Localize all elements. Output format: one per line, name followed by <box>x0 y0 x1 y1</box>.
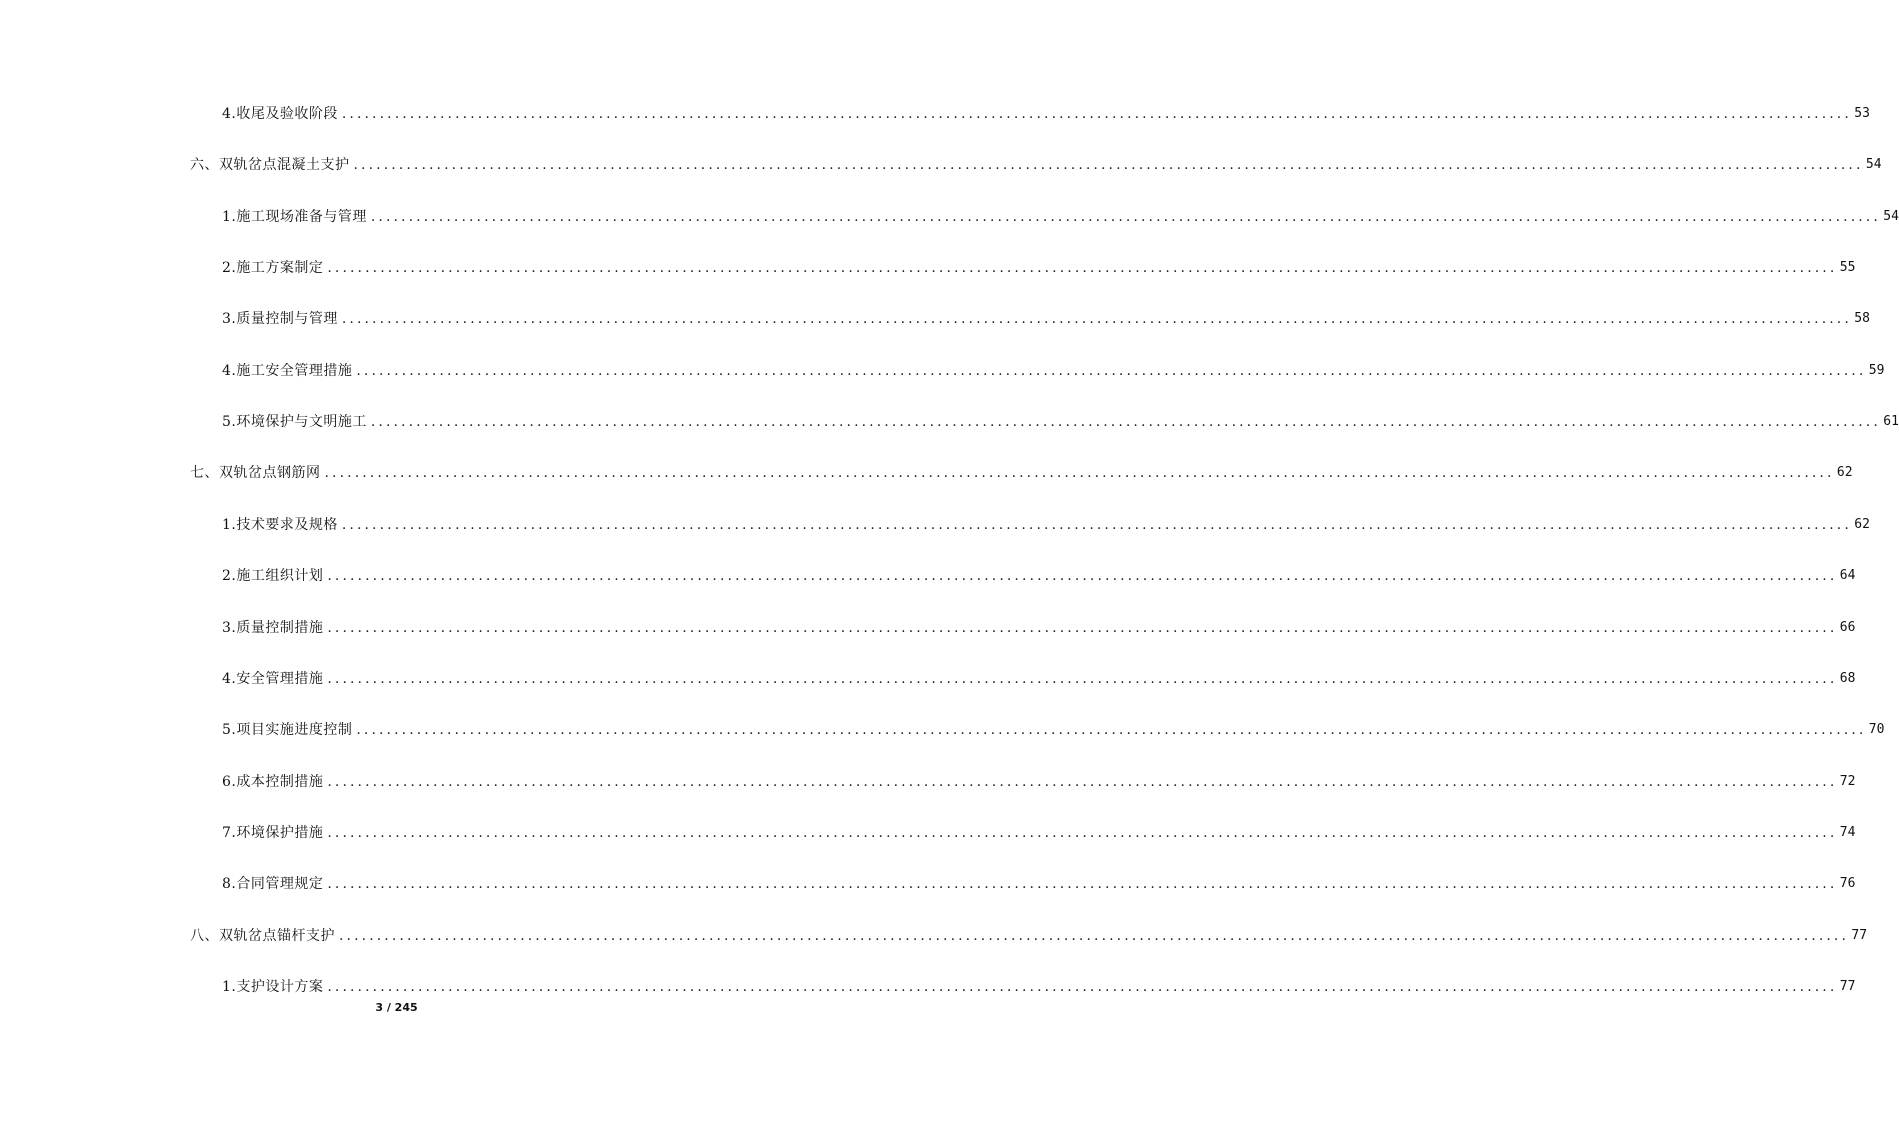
toc-entry[interactable] <box>222 564 1856 588</box>
toc-entry-title: 4.安全管理措施 <box>222 670 324 687</box>
toc-entry-title: 1.施工现场准备与管理 <box>222 208 367 225</box>
toc-entry-page-number: 55 <box>1839 260 1856 276</box>
toc-dot-leader: ........................................................................................................................................................................................................ <box>370 208 1881 225</box>
toc-entry-title: 2.施工组织计划 <box>222 568 324 585</box>
toc-dot-leader: ........................................................................................................................................................................................................ <box>327 824 1838 841</box>
page-number: 3 / 245 <box>375 1001 418 1014</box>
toc-entry[interactable] <box>222 102 1870 126</box>
toc-entry[interactable] <box>222 872 1856 896</box>
toc-entry-title: 5.项目实施进度控制 <box>222 722 353 739</box>
toc-dot-leader: ........................................................................................................................................................................................................ <box>327 260 1838 277</box>
toc-entry-page-number: 77 <box>1851 927 1868 943</box>
toc-entry-title: 3.质量控制与管理 <box>222 311 338 328</box>
toc-entry-page-number: 62 <box>1836 465 1853 481</box>
toc-entry[interactable] <box>190 924 1868 948</box>
toc-entry-page-number: 72 <box>1839 773 1856 789</box>
toc-dot-leader: ........................................................................................................................................................................................................ <box>341 311 1852 328</box>
toc-entry-page-number: 74 <box>1839 824 1856 840</box>
toc-entry[interactable] <box>222 513 1870 537</box>
toc-dot-leader: ........................................................................................................................................................................................................ <box>324 465 1835 482</box>
toc-entry-title: 六、双轨岔点混凝土支护 <box>190 157 350 174</box>
toc-dot-leader: ........................................................................................................................................................................................................ <box>339 927 1850 944</box>
toc-entry[interactable] <box>190 461 1853 485</box>
toc-entry-page-number: 76 <box>1839 876 1856 892</box>
toc-entry[interactable] <box>222 821 1856 845</box>
toc-entry-page-number: 54 <box>1865 157 1882 173</box>
toc-entry-page-number: 58 <box>1854 311 1870 327</box>
toc-entry[interactable] <box>222 667 1856 691</box>
toc-entry[interactable] <box>222 770 1856 794</box>
toc-entry-title: 4.施工安全管理措施 <box>222 362 353 379</box>
toc-dot-leader: ........................................................................................................................................................................................................ <box>356 722 1867 739</box>
toc-entry-page-number: 62 <box>1854 516 1870 532</box>
toc-dot-leader: ........................................................................................................................................................................................................ <box>327 670 1838 687</box>
toc-entry-page-number: 68 <box>1839 670 1856 686</box>
toc-entry-title: 2.施工方案制定 <box>222 260 324 277</box>
toc-dot-leader: ........................................................................................................................................................................................................ <box>356 362 1867 379</box>
toc-entry-page-number: 64 <box>1839 568 1856 584</box>
toc-dot-leader: ........................................................................................................................................................................................................ <box>327 979 1838 995</box>
toc-entry[interactable] <box>222 359 1885 383</box>
toc-entry-page-number: 53 <box>1854 106 1870 121</box>
toc-entry-page-number: 61 <box>1883 414 1899 430</box>
toc-entry-page-number: 77 <box>1839 979 1856 994</box>
toc-dot-leader: ........................................................................................................................................................................................................ <box>327 876 1838 893</box>
toc-dot-leader: ........................................................................................................................................................................................................ <box>327 568 1838 585</box>
toc-entry-title: 3.质量控制措施 <box>222 619 324 636</box>
toc-entry-title: 七、双轨岔点钢筋网 <box>190 465 321 482</box>
toc-entry[interactable] <box>222 410 1899 434</box>
toc-entry-title: 8.合同管理规定 <box>222 876 324 893</box>
toc-dot-leader: ........................................................................................................................................................................................................ <box>341 106 1852 122</box>
toc-entry[interactable] <box>222 205 1899 229</box>
toc-entry-page-number: 54 <box>1883 208 1899 224</box>
toc-entry-title: 5.环境保护与文明施工 <box>222 414 367 431</box>
toc-entry[interactable] <box>190 153 1882 177</box>
toc-entry-page-number: 66 <box>1839 619 1856 635</box>
toc-entry[interactable] <box>222 718 1885 742</box>
toc-entry-title: 1.技术要求及规格 <box>222 516 338 533</box>
toc-entry-title: 八、双轨岔点锚杆支护 <box>190 927 335 944</box>
toc-entry[interactable] <box>222 616 1856 640</box>
toc-entry[interactable] <box>222 975 1856 999</box>
toc-entry[interactable] <box>222 307 1870 331</box>
toc-entry-page-number: 59 <box>1868 362 1885 378</box>
toc-entry-title: 4.收尾及验收阶段 <box>222 106 338 122</box>
toc-dot-leader: ........................................................................................................................................................................................................ <box>341 516 1852 533</box>
toc-dot-leader: ........................................................................................................................................................................................................ <box>353 157 1864 174</box>
toc-entry[interactable] <box>222 256 1856 280</box>
toc-dot-leader: ........................................................................................................................................................................................................ <box>327 619 1838 636</box>
toc-dot-leader: ........................................................................................................................................................................................................ <box>327 773 1838 790</box>
toc-dot-leader: ........................................................................................................................................................................................................ <box>370 414 1881 431</box>
toc-entry-title: 7.环境保护措施 <box>222 824 324 841</box>
toc-entry-title: 6.成本控制措施 <box>222 773 324 790</box>
toc-entry-title: 1.支护设计方案 <box>222 979 324 995</box>
toc-entry-page-number: 70 <box>1868 722 1885 738</box>
